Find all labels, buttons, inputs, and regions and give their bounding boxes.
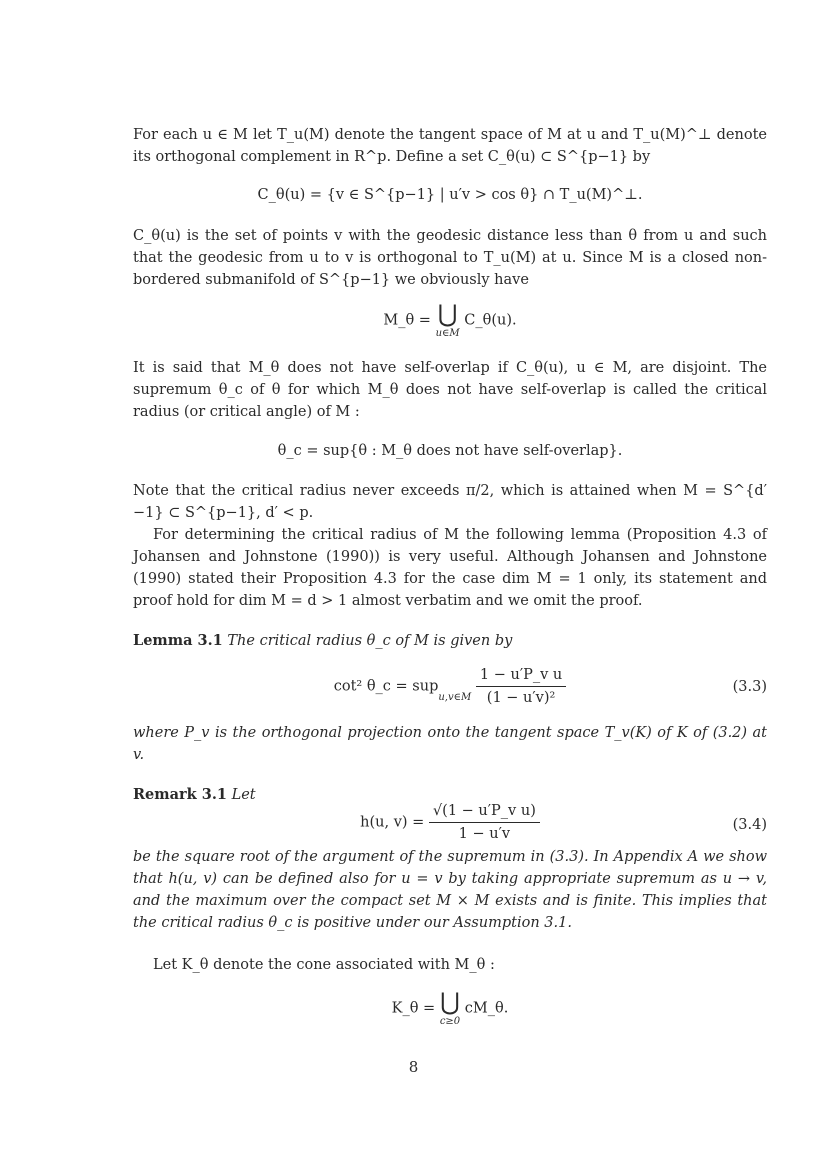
equation-m-theta-lhs: M_θ = xyxy=(383,312,431,329)
equation-cone-union xyxy=(133,990,767,1027)
h-fraction-denominator: 1 − u′v xyxy=(458,826,511,842)
lemma-projection-text: where P_v is the orthogonal projection onto the tangent space T_v(K) of K of (3.2) at v. xyxy=(133,725,767,763)
cot-fraction-denominator: (1 − u′v)² xyxy=(486,690,556,706)
sup-subscript: u,v∈M xyxy=(438,691,472,703)
equation-tag-3-4: (3.4) xyxy=(732,817,767,833)
equation-h-u-v xyxy=(133,800,767,845)
union-subscript: u∈M xyxy=(435,328,460,339)
h-fraction-numerator: √(1 − u′P_v u) xyxy=(429,800,540,823)
cone-union-operator xyxy=(440,990,460,1027)
paragraph-self-overlap: It is said that M_θ does not have self-overlap if C_θ(u), u ∈ M, are disjoint. The supremum θ_c of θ for which M_θ does not have self-overlap is called the critical radius (or critical angle) of M : xyxy=(133,360,767,420)
paragraph-tangent-space: For each u ∈ M let T_u(M) denote the tangent space of M at u and T_u(M)^⊥ denote its orthogonal complement in R^p. Define a set C_θ(u) ⊂ S^{p−1} by xyxy=(133,127,767,165)
cot-fraction-numerator: 1 − u′P_v u xyxy=(476,664,566,687)
equation-cone-rhs: cM_θ. xyxy=(464,1000,509,1017)
remark-label: Remark 3.1 xyxy=(133,786,227,803)
h-fraction xyxy=(429,800,540,845)
equation-m-theta-union xyxy=(133,302,767,339)
remark-statement: Let xyxy=(231,787,256,803)
page-number: 8 xyxy=(408,1058,419,1076)
paragraph-determining-critical-radius: For determining the critical radius of M the following lemma (Proposition 4.3 of Johansen and Johnstone (1990)) is very useful. Although Johansen and Johnstone (1990) stated their Proposition 4.3 for the case dim M = 1 only, its statement and proof hold for dim M = d > 1 almost verbatim and we omit the proof. xyxy=(133,527,767,609)
equation-tag-3-3: (3.3) xyxy=(732,679,767,695)
cone-union-symbol: ⋃ xyxy=(440,988,460,1016)
paragraph-geodesic: C_θ(u) is the set of points v with the geodesic distance less than θ from u and such that the geodesic from u to v is orthogonal to T_u(M) at u. Since M is a closed non-bordered submanifold of S^{p−1} we obviously have xyxy=(133,228,767,288)
paragraph-cone: Let K_θ denote the cone associated with M_θ : xyxy=(153,957,495,973)
union-operator xyxy=(436,302,460,339)
equation-m-theta-rhs: C_θ(u). xyxy=(464,312,517,329)
cone-union-subscript: c≥0 xyxy=(439,1016,461,1027)
equation-critical-radius-sup: θ_c = sup{θ : M_θ does not have self-overlap}. xyxy=(277,443,623,459)
equation-cone-lhs: K_θ = xyxy=(391,1000,436,1017)
sup-subscript-wrap xyxy=(438,671,471,703)
remark-square-root-text: be the square root of the argument of the supremum in (3.3). In Appendix A we show that h(u, v) can be defined also for u = v by taking appropriate supremum as u → v, and the maximum over the compact set M × M exists and is finite. This implies that the critical radius θ_c is positive under our Assumption 3.1. xyxy=(133,849,767,931)
cot-fraction xyxy=(476,664,566,709)
lemma-3-1-heading xyxy=(133,630,767,652)
lemma-label: Lemma 3.1 xyxy=(133,632,223,649)
equation-c-theta-definition: C_θ(u) = {v ∈ S^{p−1} | u′v > cos θ} ∩ T_u(M)^⊥. xyxy=(257,187,643,203)
equation-cot-critical-radius xyxy=(133,664,767,709)
paragraph-critical-radius-note: Note that the critical radius never exceeds π/2, which is attained when M = S^{d′−1} ⊂ S^{p−1}, d′ < p. xyxy=(133,483,767,521)
lemma-statement: The critical radius θ_c of M is given by xyxy=(227,633,513,649)
equation-cot-lhs: cot² θ_c = sup xyxy=(333,678,439,695)
union-symbol: ⋃ xyxy=(437,300,458,328)
equation-h-lhs: h(u, v) = xyxy=(360,814,425,831)
